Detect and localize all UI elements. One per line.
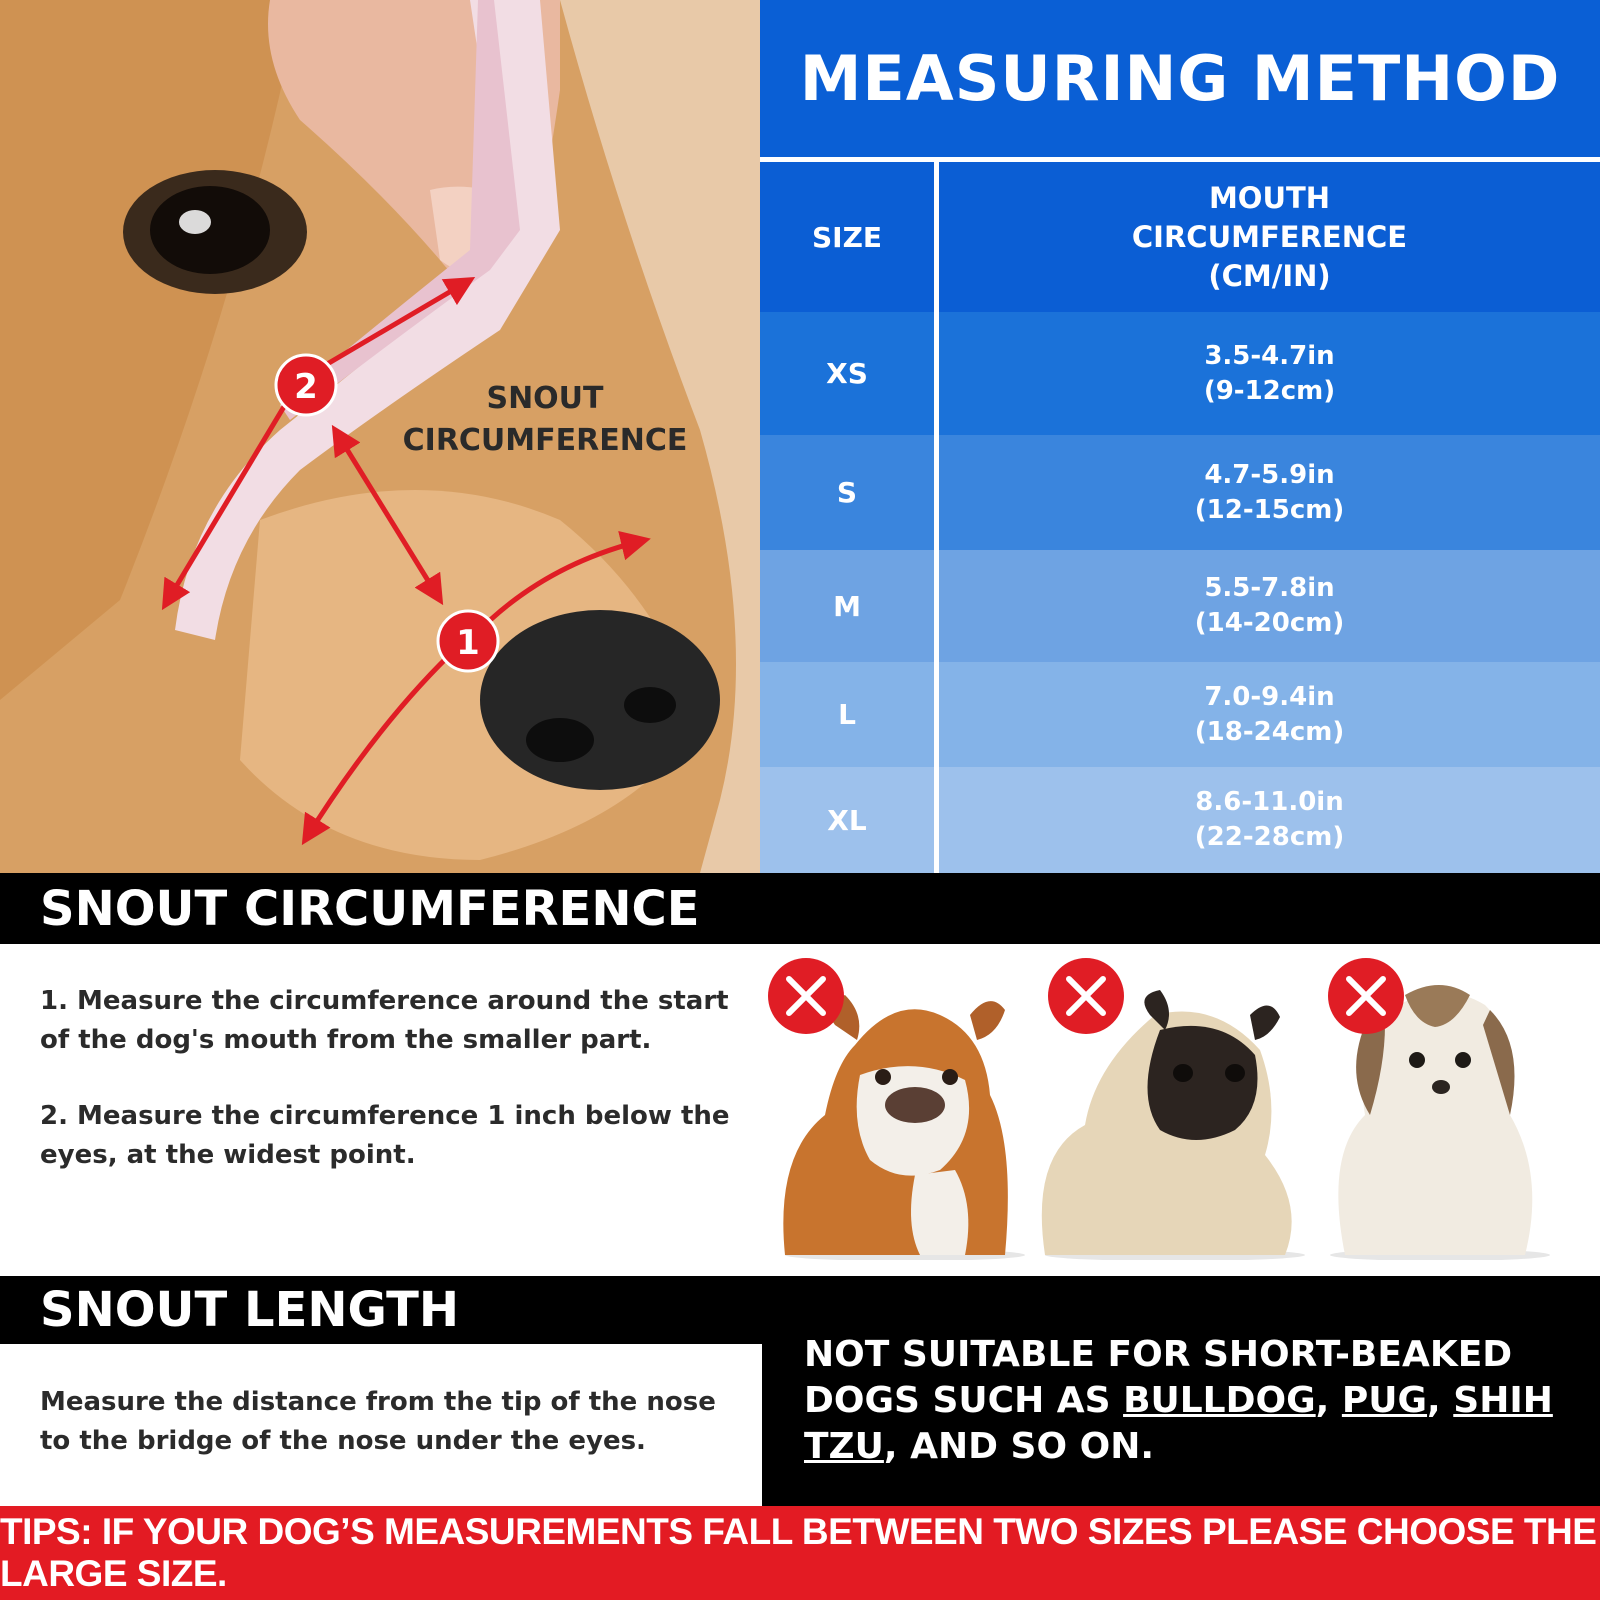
breed-bulldog: BULLDOG xyxy=(1123,1380,1316,1421)
cm-value: (22-28cm) xyxy=(1194,822,1345,852)
circumference-cell xyxy=(939,767,1600,873)
size-cell: S xyxy=(836,476,858,509)
table-row xyxy=(760,767,1600,873)
size-column-header: SIZE xyxy=(811,220,882,254)
snout-circumference-heading: SNOUT CIRCUMFERENCE xyxy=(40,880,700,937)
circumference-header-text: MOUTH CIRCUMFERENCE (CM/IN) xyxy=(1131,180,1408,293)
snout-circumference-label: SNOUT CIRCUMFERENCE xyxy=(402,381,688,458)
warning-prefix: NOT SUITABLE FOR SHORT-BEAKED DOGS SUCH AS xyxy=(804,1334,1513,1421)
warning-separator: , xyxy=(1427,1380,1454,1421)
snout-length-text: Measure the distance from the tip of the nose to the bridge of the nose under the eyes. xyxy=(40,1387,716,1456)
inches-value: 5.5-7.8in xyxy=(1204,573,1335,603)
circumference-cell xyxy=(939,435,1600,550)
circumference-step-1: 1. Measure the circumference around the start of the dog's mouth from the smaller part. xyxy=(40,986,729,1055)
size-cell: XL xyxy=(827,803,867,837)
inches-value: 4.7-5.9in xyxy=(1204,459,1335,490)
column-divider xyxy=(934,162,939,873)
circumference-step-2: 2. Measure the circumference 1 inch below the eyes, at the widest point. xyxy=(40,1101,730,1170)
bulldog-figure xyxy=(783,995,1025,1260)
warning-separator: , xyxy=(1315,1380,1342,1421)
tips-text: TIPS: IF YOUR DOG’S MEASUREMENTS FALL BETWEEN TWO SIZES PLEASE CHOOSE THE LARGE SIZE. xyxy=(0,1511,1597,1594)
cm-value: (14-20cm) xyxy=(1194,608,1345,638)
x-circle-icon xyxy=(1328,958,1404,1034)
dog-figures xyxy=(765,955,1565,1260)
not-suitable-warning xyxy=(762,1318,1600,1506)
marker-1-label: 1 xyxy=(456,623,480,663)
warning-suffix: , AND SO ON. xyxy=(883,1426,1154,1467)
snout-length-heading: SNOUT LENGTH xyxy=(40,1282,459,1338)
x-circle-icon xyxy=(1048,958,1124,1034)
table-row xyxy=(760,550,1600,662)
circumference-column-header xyxy=(939,162,1600,312)
circumference-cell xyxy=(939,662,1600,767)
inches-value: 3.5-4.7in xyxy=(1204,340,1335,371)
size-table xyxy=(760,0,1600,873)
breed-shih-tzu: SHIH TZU xyxy=(804,1380,1553,1467)
x-circle-icon xyxy=(768,958,844,1034)
dog-measuring-photo xyxy=(0,0,760,873)
cm-value: (12-15cm) xyxy=(1194,494,1345,525)
inches-value: 7.0-9.4in xyxy=(1204,681,1335,712)
circumference-cell xyxy=(939,312,1600,435)
table-row xyxy=(760,312,1600,435)
table-row xyxy=(760,662,1600,767)
short-snout-dogs xyxy=(765,955,1565,1260)
snout-circumference-bar xyxy=(0,873,1600,944)
marker-2-label: 2 xyxy=(294,367,318,407)
cm-value: (18-24cm) xyxy=(1194,716,1345,747)
inches-value: 8.6-11.0in xyxy=(1195,787,1344,817)
breed-pug: PUG xyxy=(1341,1380,1428,1421)
size-cell: L xyxy=(838,698,856,731)
cm-value: (9-12cm) xyxy=(1203,375,1336,406)
marker-1 xyxy=(438,611,498,671)
size-cell: M xyxy=(833,589,861,623)
tips-banner xyxy=(0,1506,1600,1600)
marker-2 xyxy=(276,355,336,415)
size-cell: XS xyxy=(826,357,868,390)
table-header-row xyxy=(760,162,1600,312)
circumference-cell xyxy=(939,550,1600,662)
table-row xyxy=(760,435,1600,550)
table-title: MEASURING METHOD xyxy=(760,0,1600,157)
